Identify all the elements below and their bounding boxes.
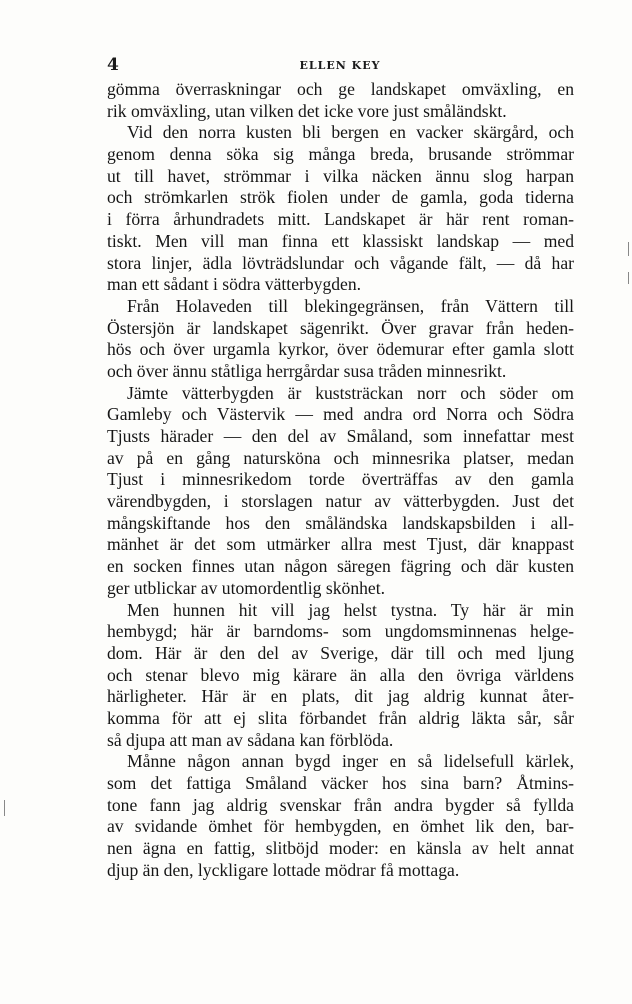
text-line: som det fattiga Småland väcker hos sina barn? Åtmins-	[107, 773, 574, 793]
text-line: hembygd; här är barndoms- som ungdomsminnenas helge-	[107, 621, 574, 642]
text-line: hös och över urgamla kyrkor, över ödemurar efter gamla slott	[107, 339, 574, 360]
text-line: och stenar blevo mig kärare än alla den övriga världens	[107, 664, 574, 685]
text-line: nen ägna en fattig, slitböjd moder: en känsla av helt annat	[107, 838, 574, 859]
text-line: av svidande ömhet för hembygden, en ömhet lik den, bar-	[107, 816, 574, 837]
running-title: ELLEN KEY	[299, 59, 381, 72]
text-line: rik omväxling, utan vilken det icke vore just småländskt.	[107, 100, 507, 121]
text-line: Från Holaveden till blekingegränsen, från Vättern till	[127, 295, 574, 316]
text-line: Gamleby och Västervik — med andra ord Norra och Södra	[107, 404, 574, 425]
running-head	[107, 55, 573, 77]
text-line: Månne någon annan bygd inger en så lidelsefull kärlek,	[127, 751, 574, 772]
text-line: man ett sådant i södra vätterbygden.	[107, 274, 362, 295]
text-line: mångskiftande hos den småländska landskapsbilden i all-	[107, 512, 574, 533]
text-line: ut till havet, strömmar i vilka näcken ännu slog harpan	[107, 165, 574, 186]
text-line: ger utblickar av utomordentlig skönhet.	[107, 577, 386, 598]
text-line: stora linjer, ädla lövträdslundar och vågande fält, — då har	[107, 252, 574, 273]
scan-edge-mark	[4, 800, 5, 816]
text-line: värendbygden, i storslagen natur av vätterbygden. Just det	[107, 491, 574, 512]
text-line: härligheter. Här är en plats, dit jag aldrig kunnat åter-	[107, 686, 574, 707]
scan-edge-mark	[628, 272, 629, 284]
body-text	[107, 79, 574, 881]
text-line: i förra århundradets mitt. Landskapet är här rent roman-	[107, 209, 574, 230]
text-line: gömma överraskningar och ge landskapet omväxling, en	[107, 79, 574, 99]
text-line: en socken finnes utan någon säregen fägring och där kusten	[107, 556, 574, 577]
text-line: Vid den norra kusten bli bergen en vacker skärgård, och	[127, 122, 574, 143]
text-line: mänhet är det som utmärker allra mest Tjust, där knappast	[107, 534, 574, 555]
text-line: och strömkarlen strök fiolen under de gamla, goda tiderna	[107, 187, 574, 208]
page-number: 4	[107, 55, 119, 75]
text-line: djup än den, lyckligare lottade mödrar få mottaga.	[107, 859, 460, 880]
text-line: Tjust i minnesrikedom torde överträffas av den gamla	[107, 469, 574, 490]
text-line: Jämte vätterbygden är kuststräckan norr och söder om	[127, 382, 574, 403]
text-line: Men hunnen hit vill jag helst tystna. Ty här är min	[127, 599, 574, 620]
text-line: dom. Här är den del av Sverige, där till och med ljung	[107, 642, 574, 663]
text-line: så djupa att man av sådana kan förblöda.	[107, 729, 394, 750]
text-line: Tjusts härader — den del av Småland, som innefattar mest	[107, 426, 574, 446]
text-line: komma för att ej slita förbandet från aldrig läkta sår, sår	[107, 707, 574, 728]
text-line: genom denna söka sig många breda, brusande strömmar	[107, 144, 574, 165]
text-line: Östersjön är landskapet sägenrikt. Över gravar från heden-	[107, 317, 574, 338]
text-line: av på en gång natursköna och minnesrika platser, medan	[107, 447, 574, 468]
text-line: tone fann jag aldrig svenskar från andra bygder så fyllda	[107, 794, 574, 815]
text-line: tiskt. Men vill man finna ett klassiskt landskap — med	[107, 230, 574, 251]
scan-edge-mark	[628, 242, 629, 256]
text-line: och över ännu ståtliga herrgårdar susa tråden minnesrikt.	[107, 360, 507, 381]
